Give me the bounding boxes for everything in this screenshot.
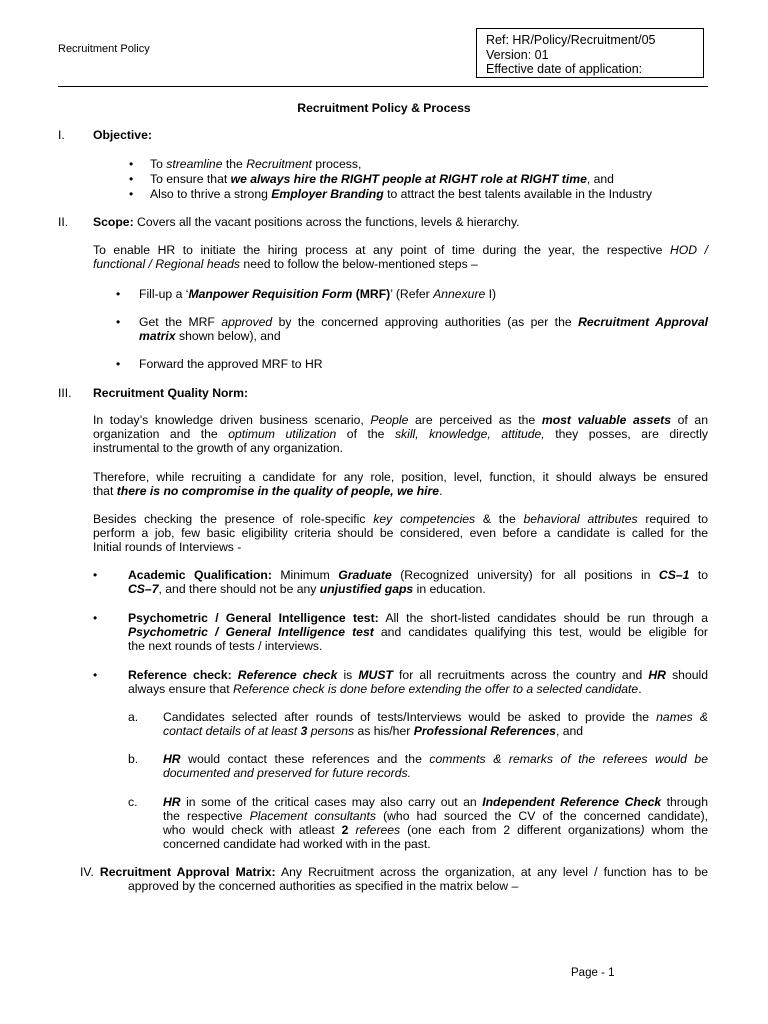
- sub-a-line-2: contact details of at least 3 persons as his/her Professional References, and: [163, 724, 584, 738]
- sub-b-line-1: HR would contact these references and the comments & remarks of the referees would be: [163, 752, 708, 766]
- bullet-icon: •: [129, 157, 134, 171]
- criteria-psychometric-line-3: the next rounds of tests / interviews.: [128, 639, 323, 653]
- bullet-icon: •: [116, 357, 121, 371]
- criteria-reference-line-2: always ensure that Reference check is done before extending the offer to a selected candidate.: [128, 682, 642, 696]
- objective-bullet-2: To ensure that we always hire the RIGHT people at RIGHT role at RIGHT time, and: [150, 172, 614, 186]
- objective-bullet-1: To streamline the Recruitment process,: [150, 157, 362, 171]
- section-4-line-2: approved by the concerned authorities as specified in the matrix below –: [128, 879, 519, 893]
- effective-date: Effective date of application:: [486, 62, 643, 76]
- criteria-academic-line-2: CS–7, and there should not be any unjustified gaps in education.: [128, 582, 486, 596]
- sub-b-line-2: documented and preserved for future records.: [163, 766, 411, 780]
- bullet-icon: •: [116, 287, 121, 301]
- quality-p2-line-2: that there is no compromise in the quality of people, we hire.: [93, 484, 443, 498]
- criteria-psychometric-line-1: Psychometric / General Intelligence test: All the short-listed candidates should be run through a: [128, 611, 708, 625]
- header-doc-title: Recruitment Policy: [58, 43, 150, 55]
- section-3-title: Recruitment Quality Norm:: [93, 386, 249, 400]
- criteria-reference-line-1: Reference check: Reference check is MUST for all recruitments across the country and HR should: [128, 668, 708, 682]
- reference-box: [476, 28, 704, 78]
- scope-intro-line-1: To enable HR to initiate the hiring process at any point of time during the year, the respective HOD /: [93, 243, 708, 257]
- header-divider: [58, 86, 708, 87]
- page-number: Page - 1: [571, 967, 615, 979]
- version: Version: 01: [486, 47, 549, 62]
- step-2-line-2: matrix shown below), and: [139, 329, 281, 343]
- objective-bullet-3: Also to thrive a strong Employer Branding to attract the best talents available in the Industry: [150, 187, 652, 201]
- bullet-icon: •: [93, 611, 98, 625]
- quality-p3-line-1: Besides checking the presence of role-specific key competencies & the behavioral attributes required to: [93, 512, 708, 526]
- section-1-number: I.: [58, 128, 65, 142]
- bullet-icon: •: [93, 568, 98, 582]
- bullet-icon: •: [93, 668, 98, 682]
- section-2-number: II.: [58, 215, 69, 229]
- section-2-text: Scope: Covers all the vacant positions across the functions, levels & hierarchy.: [93, 215, 520, 229]
- quality-p2-line-1: Therefore, while recruiting a candidate for any role, position, level, function, it should always be ensured: [93, 470, 708, 484]
- sub-c-line-1: HR in some of the critical cases may also carry out an Independent Reference Check through: [163, 795, 708, 809]
- sub-c-line-2: the respective Placement consultants (who had sourced the CV of the concerned candidate),: [163, 809, 709, 823]
- criteria-academic-line-1: Academic Qualification: Minimum Graduate (Recognized university) for all positions in CS–1 to: [128, 568, 709, 582]
- step-2-line-1: Get the MRF approved by the concerned approving authorities (as per the Recruitment Approval: [139, 315, 708, 329]
- quality-p1-line-2: organization and the optimum utilization of the skill, knowledge, attitude, they posses, are directly: [93, 427, 708, 441]
- page-title: Recruitment Policy & Process: [297, 101, 471, 115]
- criteria-psychometric-line-2: Psychometric / General Intelligence test and candidates qualifying this test, would be eligible for: [128, 625, 708, 639]
- quality-p3-line-2: perform a job, few basic eligibility criteria should be considered, even before a candidate is called for the: [93, 526, 708, 540]
- bullet-icon: •: [129, 187, 134, 201]
- sub-c-line-4: concerned candidate had worked with in the past.: [163, 837, 431, 851]
- sub-a-marker: a.: [128, 710, 139, 724]
- quality-p1-line-3: instrumental to the growth of any organization.: [93, 441, 343, 455]
- sub-b-marker: b.: [128, 752, 139, 766]
- step-1: Fill-up a ‘Manpower Requisition Form (MRF)’ (Refer Annexure I): [139, 287, 497, 301]
- section-4-line-1: IV. Recruitment Approval Matrix: Any Recruitment across the organization, at any level / function has to be: [80, 865, 708, 879]
- section-3-number: III.: [58, 386, 72, 400]
- sub-c-marker: c.: [128, 795, 138, 809]
- scope-intro-line-2: functional / Regional heads need to follow the below-mentioned steps –: [93, 257, 478, 271]
- quality-p1-line-1: In today’s knowledge driven business scenario, People are perceived as the most valuable assets of an: [93, 413, 708, 427]
- step-3: Forward the approved MRF to HR: [139, 357, 323, 371]
- bullet-icon: •: [116, 315, 121, 329]
- bullet-icon: •: [129, 172, 134, 186]
- quality-p3-line-3: Initial rounds of Interviews -: [93, 540, 242, 554]
- section-1-title: Objective:: [93, 128, 152, 142]
- sub-c-line-3: who would check with atleast 2 referees (one each from 2 different organizations) whom the: [163, 823, 708, 837]
- sub-a-line-1: Candidates selected after rounds of tests/Interviews would be asked to provide the names &: [163, 710, 708, 724]
- ref-number: Ref: HR/Policy/Recruitment/05: [486, 33, 656, 47]
